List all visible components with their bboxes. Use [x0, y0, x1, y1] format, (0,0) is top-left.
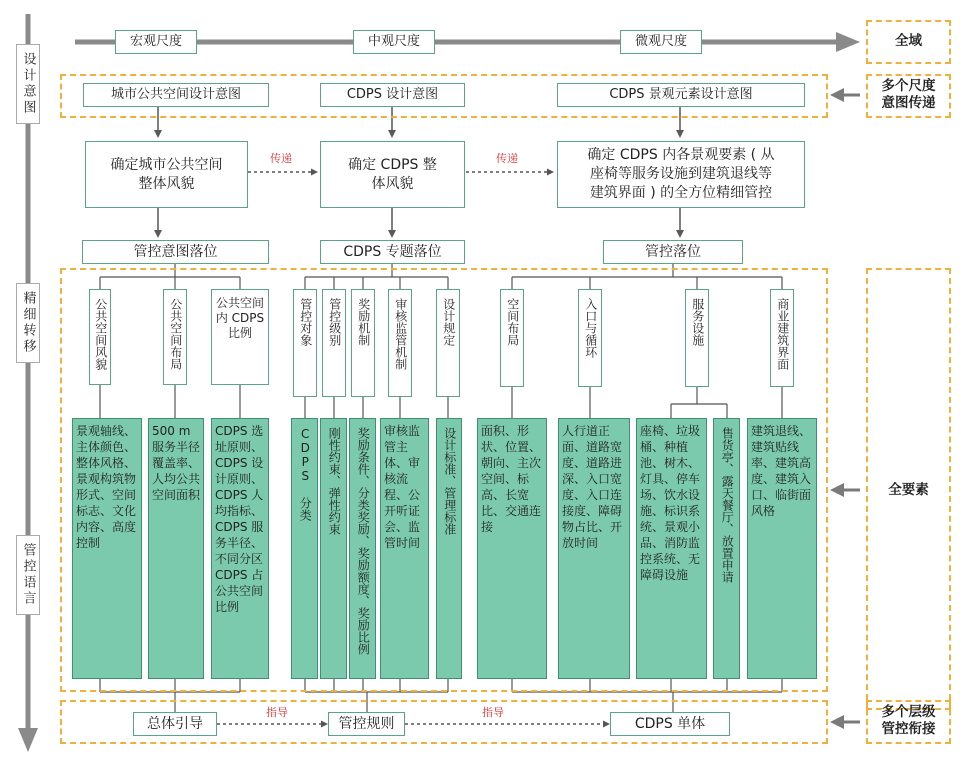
- determine-city-line1: 确定城市公共空间: [110, 156, 223, 173]
- category-control-object: [293, 289, 317, 397]
- detail-landscape: 景观轴线、主体颜色、整体风格、景观构筑物形式、空间标志、文化内容、高度控制: [72, 418, 142, 679]
- scale-micro-label: 微观尺度: [634, 34, 687, 49]
- intent-cdps: CDPS 设计意图: [320, 83, 465, 107]
- label-multi-level-line2: 管控衔接: [881, 721, 936, 737]
- intent-elements: CDPS 景观元素设计意图: [557, 83, 805, 107]
- category-label: 商业建筑界面: [775, 298, 790, 370]
- vertical-axis-arrow: [18, 14, 38, 752]
- left-label-refined-transfer-text: 精细转移: [20, 291, 36, 355]
- category-label: 设计规定: [441, 298, 456, 346]
- determine-cdps-line1: 确定 CDPS 整: [348, 156, 437, 173]
- determine-elements-line3: 建筑界面 ) 的全方位精细管控: [589, 185, 773, 201]
- transfer-label-2: 传递: [496, 152, 518, 165]
- scale-micro: [620, 30, 702, 54]
- detail-cdps-principles: CDPS 选址原则、CDPS 设计原则、CDPS 人均指标、CDPS 服务半径、不同分区 CDPS 占公共空间比例: [211, 418, 269, 679]
- label-multi-level-line1: 多个层级: [881, 704, 936, 720]
- intent-city: 城市公共空间设计意图: [83, 83, 269, 107]
- detail-text: 刚性约束、弹性约束: [327, 427, 342, 535]
- label-all-elements: 全要素: [888, 482, 929, 498]
- detail-cdps-classification: [291, 418, 318, 679]
- side-arrows: [830, 88, 860, 729]
- detail-text: 售货亭、露天餐厅、放置申请: [720, 427, 735, 583]
- category-label: 空间布局: [505, 298, 520, 346]
- category-review-mechanism: [388, 289, 412, 397]
- determine-cdps-line2: 体风貌: [371, 175, 414, 192]
- detail-spatial: 面积、形状、位置、朝向、主次空间、标高、长宽比、交通连接: [477, 418, 547, 679]
- guide-label-1: 指导: [266, 706, 288, 719]
- label-multi-scale: [866, 78, 951, 112]
- landing-intent: 管控意图落位: [82, 240, 269, 264]
- left-label-design-intent: [16, 44, 40, 124]
- label-multi-scale-line1: 多个尺度: [881, 78, 936, 94]
- transfer-label-1: 传递: [270, 152, 292, 165]
- category-commercial-facade: [770, 289, 794, 387]
- bottom-control-rules: 管控规则: [328, 712, 405, 736]
- left-label-design-intent-text: 设计意图: [20, 52, 36, 116]
- determine-elements-line2: 座椅等服务设施到建筑退线等: [590, 166, 772, 182]
- category-label: 服务设施: [690, 298, 705, 346]
- scale-macro-label: 宏观尺度: [129, 34, 182, 49]
- category-service-facilities: [685, 289, 709, 387]
- category-label: 管控级别: [327, 298, 342, 346]
- detail-standards: [436, 418, 462, 679]
- label-full-domain: 全域: [895, 33, 922, 49]
- detail-service-radius: 500 m 服务半径覆盖率、人均公共空间面积: [148, 418, 204, 679]
- category-label: 公共空间布局: [168, 298, 183, 370]
- scale-meso-label: 中观尺度: [367, 34, 420, 49]
- category-label: 公共空间风貌: [93, 298, 108, 370]
- category-control-level: [322, 289, 346, 397]
- landing-control: 管控落位: [603, 240, 743, 264]
- left-label-control-language-text: 管控语言: [20, 543, 36, 607]
- landing-cdps: CDPS 专题落位: [320, 240, 465, 264]
- label-multi-scale-line2: 意图传递: [881, 95, 936, 111]
- category-design-rules: [436, 289, 460, 397]
- scale-macro: [115, 30, 197, 54]
- category-spatial-layout: [500, 289, 524, 387]
- category-label: 审核监管机制: [393, 298, 408, 370]
- bottom-overall-guidance: 总体引导: [133, 712, 217, 736]
- detail-text: 设计标准、管理标准: [442, 427, 457, 535]
- determine-cdps: [320, 141, 465, 208]
- detail-text: 奖励条件、分类奖励、奖励额度、奖励比例: [356, 427, 371, 655]
- category-entrance-circulation: [578, 289, 602, 387]
- category-cdps-ratio: 公共空间内 CDPS 比例: [211, 289, 269, 385]
- label-multi-level: [866, 704, 951, 738]
- detail-building-facade: 建筑退线、建筑贴线率、建筑高度、建筑入口、临街面风格: [747, 418, 817, 679]
- determine-city: [85, 141, 248, 208]
- category-incentive-mechanism: [351, 289, 375, 397]
- category-label: 奖励机制: [356, 298, 371, 346]
- category-public-space-layout: [163, 289, 187, 385]
- left-label-control-language: [16, 535, 40, 615]
- detail-constraints: [320, 418, 347, 679]
- detail-incentives: [349, 418, 376, 679]
- scale-meso: [353, 30, 435, 54]
- detail-text: CDPS 分类: [298, 427, 313, 521]
- category-label: 管控对象: [298, 298, 313, 346]
- detail-kiosks: [713, 418, 740, 679]
- determine-city-line2: 整体风貌: [138, 175, 195, 192]
- detail-review: 审核监管主体、审核流程、公开听证会、监管时间: [380, 418, 429, 679]
- category-label: 入口与循环: [583, 298, 598, 358]
- left-label-refined-transfer: [16, 283, 40, 363]
- determine-elements-line1: 确定 CDPS 内各景观要素 ( 从: [587, 147, 775, 163]
- detail-facilities: 座椅、垃圾桶、种植池、树木、灯具、停车场、饮水设施、标识系统、景观小品、消防监控系统、无障碍设施: [636, 418, 707, 679]
- bottom-cdps-unit: CDPS 单体: [610, 712, 730, 736]
- detail-entrance: 人行道正面、道路宽度、道路进深、入口宽度、入口连接度、障碍物占比、开放时间: [558, 418, 630, 679]
- category-public-space-style: [89, 289, 111, 385]
- guide-label-2: 指导: [482, 706, 504, 719]
- determine-elements: [557, 141, 805, 208]
